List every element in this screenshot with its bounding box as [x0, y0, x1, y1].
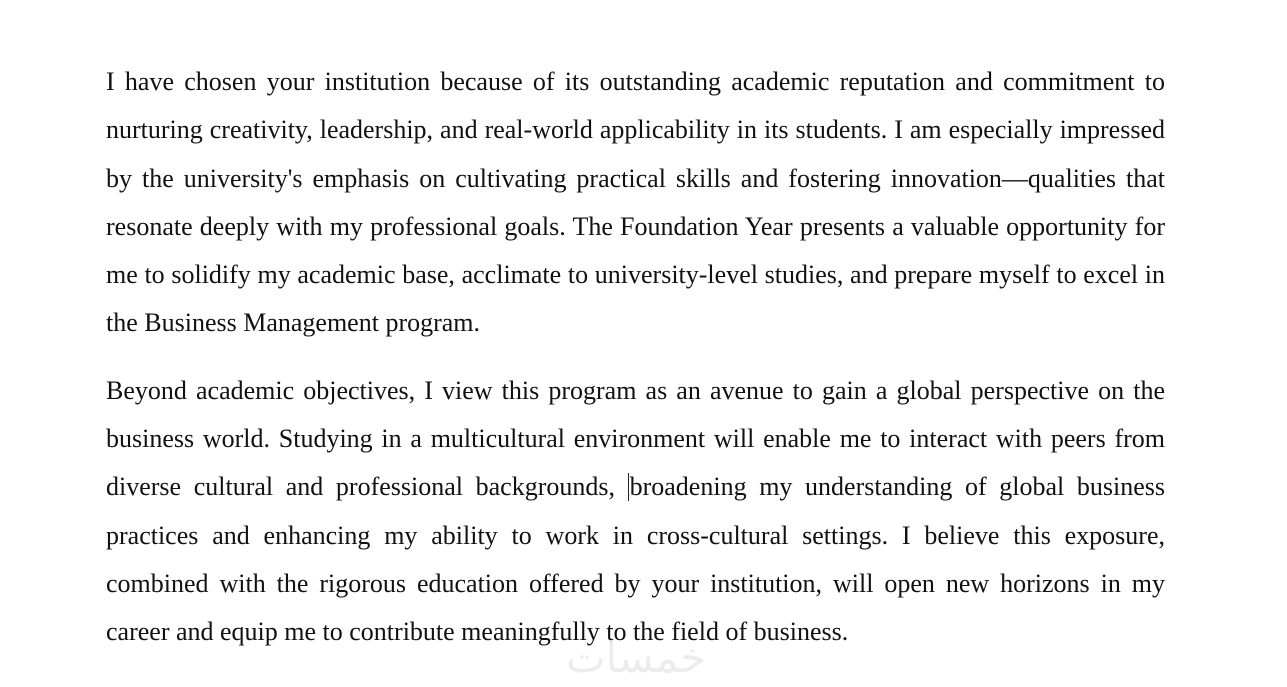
paragraph-text-after-cursor: broadening my understanding of global business practices and enhancing my ability to work in cross-cultural settings. I believe this exposure, combined with the rigorous education offered by your institution, will open new horizons in my career and equip me to contribute meaningfully to the field of business. [106, 472, 1165, 647]
watermark-logo: خمسات [566, 633, 707, 682]
paragraph-reasons[interactable]: I have chosen your institution because of its outstanding academic reputation and commitment to nurturing creativity, leadership, and real-world applicability in its students. I am especially impressed by the university's emphasis on cultivating practical skills and fostering innovation—qualities that resonate deeply with my professional goals. The Foundation Year presents a valuable opportunity for me to solidify my academic base, acclimate to university-level studies, and prepare myself to excel in the Business Management program. [106, 67, 1165, 338]
paragraph-text-before-cursor: Beyond academic objectives, I view this program as an avenue to gain a global perspective on the business world. Studying in a multicultural environment will enable me to interact with peers from diverse cultural and professional backgrounds, [106, 375, 1165, 502]
paragraph-global-perspective[interactable] [106, 367, 1165, 657]
document-body[interactable] [106, 58, 1165, 657]
text-cursor [628, 473, 629, 501]
